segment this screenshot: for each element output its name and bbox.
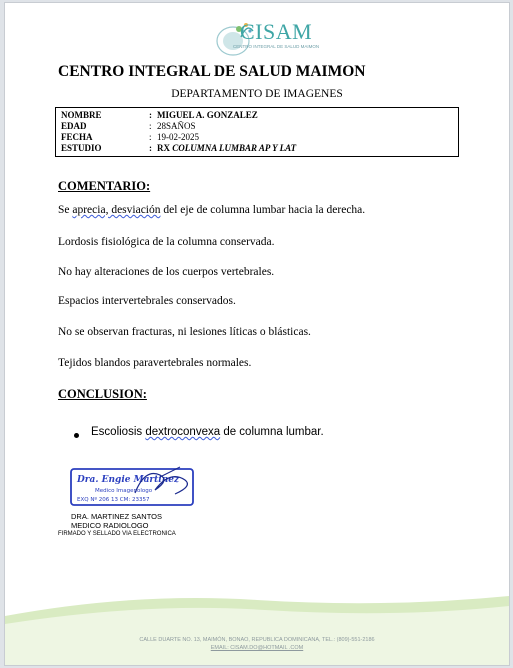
- spellcheck-text-run: aprecia, desviación: [72, 204, 161, 216]
- info-separator: :: [149, 121, 152, 131]
- study-prefix: RX: [157, 143, 173, 153]
- text-run: del eje de columna lumbar hacia la derecha.: [160, 204, 366, 216]
- comentario-paragraph: Tejidos blandos paravertebrales normales.: [58, 357, 252, 369]
- text-run: Se: [58, 204, 73, 216]
- study-name: COLUMNA LUMBAR AP Y LAT: [172, 143, 297, 153]
- conclusion-heading: CONCLUSION:: [58, 387, 147, 401]
- text-run: de columna lumbar.: [220, 426, 324, 438]
- svg-text:Dra. Engie Martinez: Dra. Engie Martinez: [77, 475, 180, 485]
- department-title: DEPARTAMENTO DE IMAGENES: [171, 88, 343, 100]
- info-separator: :: [149, 110, 152, 120]
- comentario-paragraph: No hay alteraciones de los cuerpos vertebrales.: [58, 266, 275, 278]
- electronic-signature-note: FIRMADO Y SELLADO VIA ELECTRONICA: [58, 531, 176, 537]
- logo-name: CISAM: [240, 19, 313, 44]
- info-value: 28SAÑOS: [157, 121, 196, 131]
- center-title: CENTRO INTEGRAL DE SALUD MAIMON: [58, 63, 366, 80]
- info-value: [157, 143, 296, 154]
- comentario-paragraph: No se observan fracturas, ni lesiones líticas o blásticas.: [58, 326, 311, 338]
- text-run: Escoliosis: [91, 426, 146, 438]
- signature-stamp: [65, 463, 205, 513]
- comentario-heading: COMENTARIO:: [58, 179, 151, 193]
- info-value: 19-02-2025: [157, 132, 199, 142]
- info-separator: :: [149, 143, 152, 153]
- comentario-paragraph: [58, 204, 365, 216]
- bullet-icon: [74, 433, 79, 438]
- svg-text:Medico Imagenologo: Medico Imagenologo: [95, 488, 153, 494]
- svg-text:EXQ Nº 206 13 CM: 23357: EXQ Nº 206 13 CM: 23357: [77, 497, 150, 503]
- info-separator: :: [149, 132, 152, 142]
- info-value: MIGUEL A. GONZALEZ: [157, 110, 258, 120]
- info-label: EDAD: [61, 121, 87, 131]
- signatory-name: DRA. MARTINEZ SANTOS: [71, 512, 162, 521]
- logo-subtitle: CENTRO INTEGRAL DE SALUD MAIMON: [233, 44, 320, 49]
- document-page: [4, 2, 510, 666]
- conclusion-item: [91, 426, 324, 438]
- footer-wave: [5, 588, 509, 666]
- info-label: FECHA: [61, 132, 93, 142]
- spellcheck-text-run: dextroconvexa: [145, 426, 221, 438]
- info-label: ESTUDIO: [61, 143, 102, 153]
- footer-address: CALLE DUARTE NO. 13, MAIMÓN, BONAO, REPUBLICA DOMINICANA, TEL.: (809)-551-2186: [139, 637, 375, 643]
- info-label: NOMBRE: [61, 110, 102, 120]
- signatory-title: MEDICO RADIOLOGO: [71, 521, 149, 530]
- comentario-paragraph: Espacios intervertebrales conservados.: [58, 295, 236, 307]
- patient-info-box: [55, 107, 459, 157]
- comentario-paragraph: Lordosis fisiológica de la columna conservada.: [58, 236, 275, 248]
- footer-email[interactable]: EMAIL: CISAM.DO@HOTMAIL .COM: [210, 645, 304, 651]
